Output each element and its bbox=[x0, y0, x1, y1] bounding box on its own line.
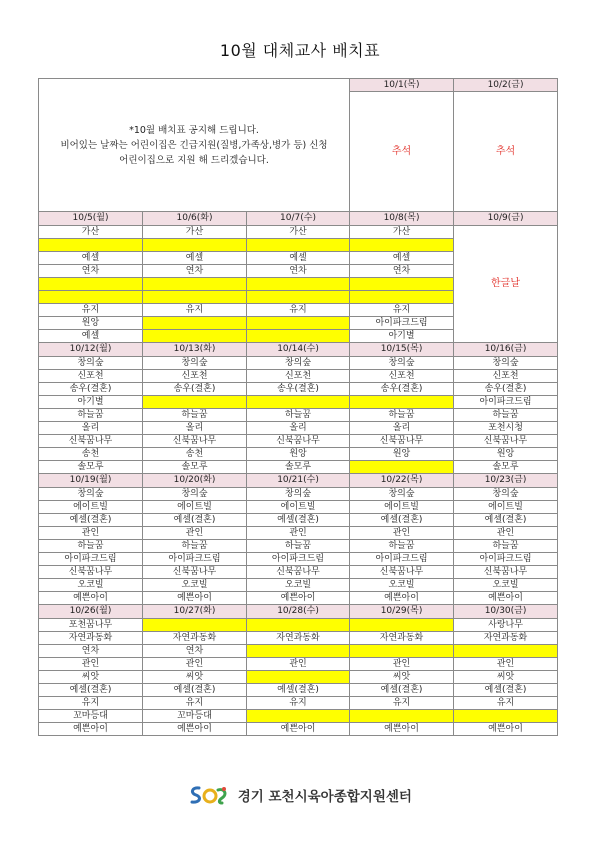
assignment-cell: 유지 bbox=[247, 304, 350, 317]
table-row bbox=[39, 723, 558, 736]
table-row bbox=[39, 566, 558, 579]
table-row bbox=[39, 579, 558, 592]
assignment-cell: 포천시청 bbox=[454, 422, 558, 435]
assignment-cell: 하늘꿈 bbox=[143, 409, 247, 422]
assignment-cell: 신북꿈나무 bbox=[143, 566, 247, 579]
assignment-cell bbox=[143, 330, 247, 343]
assignment-cell bbox=[39, 239, 143, 252]
assignment-cell: 아이파크드림 bbox=[350, 553, 454, 566]
assignment-cell: 가산 bbox=[350, 226, 454, 239]
date-header: 10/1(목) bbox=[350, 79, 454, 92]
assignment-cell bbox=[143, 396, 247, 409]
assignment-cell bbox=[350, 645, 454, 658]
assignment-cell bbox=[247, 239, 350, 252]
assignment-cell: 예셀(결혼) bbox=[247, 514, 350, 527]
assignment-cell: 씨앗 bbox=[350, 671, 454, 684]
assignment-cell: 하늘꿈 bbox=[350, 540, 454, 553]
table-row bbox=[39, 488, 558, 501]
table-row bbox=[39, 684, 558, 697]
assignment-cell bbox=[247, 645, 350, 658]
table-row bbox=[39, 357, 558, 370]
table-row bbox=[39, 540, 558, 553]
assignment-cell: 예쁜아이 bbox=[247, 592, 350, 605]
center-logo-icon bbox=[188, 784, 230, 806]
assignment-cell: 오코빌 bbox=[143, 579, 247, 592]
table-row bbox=[39, 461, 558, 474]
assignment-cell: 꼬마등대 bbox=[39, 710, 143, 723]
table-row bbox=[39, 514, 558, 527]
assignment-cell: 신북꿈나무 bbox=[39, 435, 143, 448]
date-header: 10/8(목) bbox=[350, 212, 454, 226]
assignment-cell: 예셀 bbox=[39, 330, 143, 343]
assignment-cell: 유지 bbox=[350, 697, 454, 710]
table-row bbox=[39, 632, 558, 645]
assignment-cell: 예셀(결혼) bbox=[143, 514, 247, 527]
assignment-cell: 관인 bbox=[247, 527, 350, 540]
table-row bbox=[39, 383, 558, 396]
assignment-cell: 솔모루 bbox=[39, 461, 143, 474]
assignment-cell: 송우(결혼) bbox=[143, 383, 247, 396]
assignment-cell: 관인 bbox=[247, 658, 350, 671]
assignment-cell: 신북꿈나무 bbox=[454, 435, 558, 448]
assignment-cell: 송우(결혼) bbox=[39, 383, 143, 396]
assignment-cell: 창의숲 bbox=[350, 357, 454, 370]
assignment-cell bbox=[247, 317, 350, 330]
assignment-cell bbox=[350, 461, 454, 474]
table-row bbox=[39, 697, 558, 710]
footer-text: 경기 포천시육아종합지원센터 bbox=[237, 789, 412, 805]
assignment-cell bbox=[143, 619, 247, 632]
assignment-cell bbox=[350, 291, 454, 304]
table-row bbox=[39, 370, 558, 383]
assignment-cell bbox=[247, 396, 350, 409]
assignment-cell: 하늘꿈 bbox=[247, 409, 350, 422]
date-header: 10/30(금) bbox=[454, 605, 558, 619]
assignment-cell: 아이파크드림 bbox=[39, 553, 143, 566]
assignment-cell: 오코빌 bbox=[350, 579, 454, 592]
date-header: 10/28(수) bbox=[247, 605, 350, 619]
assignment-cell: 에이트빌 bbox=[454, 501, 558, 514]
assignment-cell bbox=[143, 278, 247, 291]
assignment-cell: 솔모루 bbox=[247, 461, 350, 474]
assignment-cell bbox=[350, 278, 454, 291]
assignment-cell: 예쁜아이 bbox=[39, 723, 143, 736]
assignment-cell: 관인 bbox=[143, 658, 247, 671]
date-header: 10/23(금) bbox=[454, 474, 558, 488]
assignment-cell: 하늘꿈 bbox=[39, 409, 143, 422]
assignment-cell: 올리 bbox=[143, 422, 247, 435]
date-header: 10/29(목) bbox=[350, 605, 454, 619]
assignment-cell: 신북꿈나무 bbox=[247, 435, 350, 448]
assignment-cell: 예쁜아이 bbox=[454, 723, 558, 736]
date-header: 10/9(금) bbox=[454, 212, 558, 226]
assignment-cell: 아이파크드림 bbox=[143, 553, 247, 566]
assignment-cell: 신포천 bbox=[39, 370, 143, 383]
assignment-cell: 아이파크드림 bbox=[454, 396, 558, 409]
assignment-cell: 아이파크드림 bbox=[350, 317, 454, 330]
assignment-cell: 원앙 bbox=[350, 448, 454, 461]
assignment-cell: 아기별 bbox=[350, 330, 454, 343]
table-row bbox=[39, 710, 558, 723]
assignment-cell: 창의숲 bbox=[350, 488, 454, 501]
assignment-cell: 예쁜아이 bbox=[143, 723, 247, 736]
table-row bbox=[39, 226, 558, 239]
assignment-cell: 예셀(결혼) bbox=[143, 684, 247, 697]
assignment-cell: 예셀 bbox=[143, 252, 247, 265]
assignment-cell: 연차 bbox=[143, 645, 247, 658]
date-header: 10/12(월) bbox=[39, 343, 143, 357]
schedule-table bbox=[38, 78, 558, 736]
assignment-cell: 예셀(결혼) bbox=[350, 514, 454, 527]
date-header: 10/19(월) bbox=[39, 474, 143, 488]
assignment-cell: 창의숲 bbox=[143, 488, 247, 501]
date-header: 10/21(수) bbox=[247, 474, 350, 488]
footer bbox=[0, 784, 600, 806]
assignment-cell: 솔모루 bbox=[143, 461, 247, 474]
assignment-cell: 관인 bbox=[350, 527, 454, 540]
assignment-cell: 오코빌 bbox=[454, 579, 558, 592]
assignment-cell: 하늘꿈 bbox=[350, 409, 454, 422]
date-header: 10/22(목) bbox=[350, 474, 454, 488]
assignment-cell: 에이트빌 bbox=[143, 501, 247, 514]
holiday-label: 한글날 bbox=[454, 226, 558, 343]
assignment-cell bbox=[247, 330, 350, 343]
assignment-cell: 송천 bbox=[39, 448, 143, 461]
page-title: 10월 대체교사 배치표 bbox=[219, 41, 381, 60]
assignment-cell: 예쁜아이 bbox=[350, 592, 454, 605]
assignment-cell: 관인 bbox=[350, 658, 454, 671]
assignment-cell: 가산 bbox=[247, 226, 350, 239]
assignment-cell: 자연과동화 bbox=[454, 632, 558, 645]
assignment-cell: 하늘꿈 bbox=[454, 409, 558, 422]
holiday-label: 추석 bbox=[454, 92, 558, 212]
date-header: 10/26(월) bbox=[39, 605, 143, 619]
date-header: 10/14(수) bbox=[247, 343, 350, 357]
assignment-cell: 원앙 bbox=[454, 448, 558, 461]
assignment-cell: 예쁜아이 bbox=[454, 592, 558, 605]
notice-line: 비어있는 날짜는 어린이집은 긴급지원(질병,가족상,병가 등) 신청 bbox=[60, 139, 328, 151]
assignment-cell: 올리 bbox=[247, 422, 350, 435]
assignment-cell: 오코빌 bbox=[39, 579, 143, 592]
assignment-cell: 예셀 bbox=[350, 252, 454, 265]
assignment-cell bbox=[247, 278, 350, 291]
assignment-cell: 예쁜아이 bbox=[350, 723, 454, 736]
holiday-label: 추석 bbox=[350, 92, 454, 212]
table-row bbox=[39, 448, 558, 461]
assignment-cell: 창의숲 bbox=[39, 357, 143, 370]
assignment-cell: 창의숲 bbox=[247, 357, 350, 370]
assignment-cell: 창의숲 bbox=[454, 488, 558, 501]
assignment-cell: 유지 bbox=[39, 304, 143, 317]
assignment-cell: 연차 bbox=[39, 645, 143, 658]
assignment-cell: 창의숲 bbox=[143, 357, 247, 370]
assignment-cell: 자연과동화 bbox=[247, 632, 350, 645]
assignment-cell: 예셀(결혼) bbox=[39, 684, 143, 697]
assignment-cell: 연차 bbox=[39, 265, 143, 278]
assignment-cell: 신북꿈나무 bbox=[350, 566, 454, 579]
assignment-cell: 관인 bbox=[39, 527, 143, 540]
assignment-cell: 관인 bbox=[143, 527, 247, 540]
assignment-cell: 아이파크드림 bbox=[454, 553, 558, 566]
assignment-cell: 아기별 bbox=[39, 396, 143, 409]
assignment-cell bbox=[247, 619, 350, 632]
table-row bbox=[39, 409, 558, 422]
assignment-cell: 예쁜아이 bbox=[247, 723, 350, 736]
assignment-cell: 예셀(결혼) bbox=[247, 684, 350, 697]
assignment-cell: 송천 bbox=[143, 448, 247, 461]
assignment-cell: 솔모루 bbox=[454, 461, 558, 474]
assignment-cell: 에이트빌 bbox=[39, 501, 143, 514]
assignment-cell: 유지 bbox=[39, 697, 143, 710]
date-header: 10/7(수) bbox=[247, 212, 350, 226]
assignment-cell: 올리 bbox=[350, 422, 454, 435]
table-row bbox=[39, 592, 558, 605]
table-row bbox=[39, 527, 558, 540]
assignment-cell: 하늘꿈 bbox=[454, 540, 558, 553]
assignment-cell bbox=[350, 396, 454, 409]
assignment-cell: 신북꿈나무 bbox=[454, 566, 558, 579]
assignment-cell: 예셀(결혼) bbox=[454, 684, 558, 697]
assignment-cell: 유지 bbox=[247, 697, 350, 710]
assignment-cell: 가산 bbox=[143, 226, 247, 239]
assignment-cell: 예쁜아이 bbox=[143, 592, 247, 605]
assignment-cell bbox=[247, 710, 350, 723]
assignment-cell bbox=[39, 291, 143, 304]
assignment-cell: 송우(결혼) bbox=[454, 383, 558, 396]
assignment-cell: 에이트빌 bbox=[350, 501, 454, 514]
assignment-cell bbox=[247, 671, 350, 684]
assignment-cell: 가산 bbox=[39, 226, 143, 239]
date-header: 10/5(월) bbox=[39, 212, 143, 226]
date-header: 10/15(목) bbox=[350, 343, 454, 357]
assignment-cell: 신북꿈나무 bbox=[247, 566, 350, 579]
assignment-cell: 유지 bbox=[454, 697, 558, 710]
notice-line: 어린이집으로 지원 해 드리겠습니다. bbox=[119, 154, 269, 166]
assignment-cell bbox=[143, 291, 247, 304]
assignment-cell: 유지 bbox=[143, 697, 247, 710]
table-row bbox=[39, 422, 558, 435]
assignment-cell: 포천꿈나무 bbox=[39, 619, 143, 632]
assignment-cell bbox=[247, 291, 350, 304]
table-row bbox=[39, 658, 558, 671]
assignment-cell: 신포천 bbox=[247, 370, 350, 383]
assignment-cell: 송우(결혼) bbox=[247, 383, 350, 396]
table-row bbox=[39, 671, 558, 684]
assignment-cell: 하늘꿈 bbox=[247, 540, 350, 553]
assignment-cell bbox=[454, 710, 558, 723]
table-row bbox=[39, 553, 558, 566]
assignment-cell: 창의숲 bbox=[247, 488, 350, 501]
assignment-cell: 자연과동화 bbox=[39, 632, 143, 645]
assignment-cell: 자연과동화 bbox=[350, 632, 454, 645]
assignment-cell: 씨앗 bbox=[143, 671, 247, 684]
assignment-cell: 신포천 bbox=[143, 370, 247, 383]
assignment-cell: 창의숲 bbox=[454, 357, 558, 370]
date-header: 10/16(금) bbox=[454, 343, 558, 357]
assignment-cell: 관인 bbox=[39, 658, 143, 671]
assignment-cell: 신북꿈나무 bbox=[39, 566, 143, 579]
assignment-cell: 하늘꿈 bbox=[143, 540, 247, 553]
notice-cell bbox=[39, 79, 350, 212]
assignment-cell bbox=[350, 710, 454, 723]
table-row bbox=[39, 435, 558, 448]
date-header: 10/27(화) bbox=[143, 605, 247, 619]
assignment-cell: 관인 bbox=[454, 658, 558, 671]
assignment-cell: 자연과동화 bbox=[143, 632, 247, 645]
assignment-cell bbox=[350, 619, 454, 632]
assignment-cell bbox=[350, 239, 454, 252]
assignment-cell: 관인 bbox=[454, 527, 558, 540]
assignment-cell: 연차 bbox=[247, 265, 350, 278]
table-row bbox=[39, 501, 558, 514]
assignment-cell: 연차 bbox=[143, 265, 247, 278]
assignment-cell bbox=[143, 317, 247, 330]
assignment-cell: 에이트빌 bbox=[247, 501, 350, 514]
assignment-cell: 아이파크드림 bbox=[247, 553, 350, 566]
assignment-cell: 하늘꿈 bbox=[39, 540, 143, 553]
assignment-cell: 씨앗 bbox=[39, 671, 143, 684]
assignment-cell: 유지 bbox=[350, 304, 454, 317]
assignment-cell: 예셀 bbox=[247, 252, 350, 265]
date-header: 10/13(화) bbox=[143, 343, 247, 357]
notice-line: *10월 배치표 공지해 드립니다. bbox=[129, 124, 259, 136]
assignment-cell: 예셀 bbox=[39, 252, 143, 265]
assignment-cell: 신북꿈나무 bbox=[350, 435, 454, 448]
assignment-cell: 씨앗 bbox=[454, 671, 558, 684]
assignment-cell: 예셀(결혼) bbox=[454, 514, 558, 527]
table-row bbox=[39, 396, 558, 409]
assignment-cell: 꼬마등대 bbox=[143, 710, 247, 723]
assignment-cell: 창의숲 bbox=[39, 488, 143, 501]
assignment-cell: 예쁜아이 bbox=[39, 592, 143, 605]
table-row bbox=[39, 645, 558, 658]
assignment-cell: 사랑나무 bbox=[454, 619, 558, 632]
date-header: 10/2(금) bbox=[454, 79, 558, 92]
assignment-cell: 신포천 bbox=[350, 370, 454, 383]
assignment-cell: 신포천 bbox=[454, 370, 558, 383]
assignment-cell: 예셀(결혼) bbox=[350, 684, 454, 697]
assignment-cell: 유지 bbox=[143, 304, 247, 317]
assignment-cell: 원앙 bbox=[247, 448, 350, 461]
assignment-cell bbox=[454, 645, 558, 658]
assignment-cell: 예셀(결혼) bbox=[39, 514, 143, 527]
date-header: 10/6(화) bbox=[143, 212, 247, 226]
assignment-cell bbox=[39, 278, 143, 291]
assignment-cell: 올리 bbox=[39, 422, 143, 435]
assignment-cell: 원앙 bbox=[39, 317, 143, 330]
assignment-cell: 신북꿈나무 bbox=[143, 435, 247, 448]
table-row bbox=[39, 619, 558, 632]
assignment-cell: 송우(결혼) bbox=[350, 383, 454, 396]
assignment-cell bbox=[143, 239, 247, 252]
assignment-cell: 연차 bbox=[350, 265, 454, 278]
assignment-cell: 오코빌 bbox=[247, 579, 350, 592]
date-header: 10/20(화) bbox=[143, 474, 247, 488]
